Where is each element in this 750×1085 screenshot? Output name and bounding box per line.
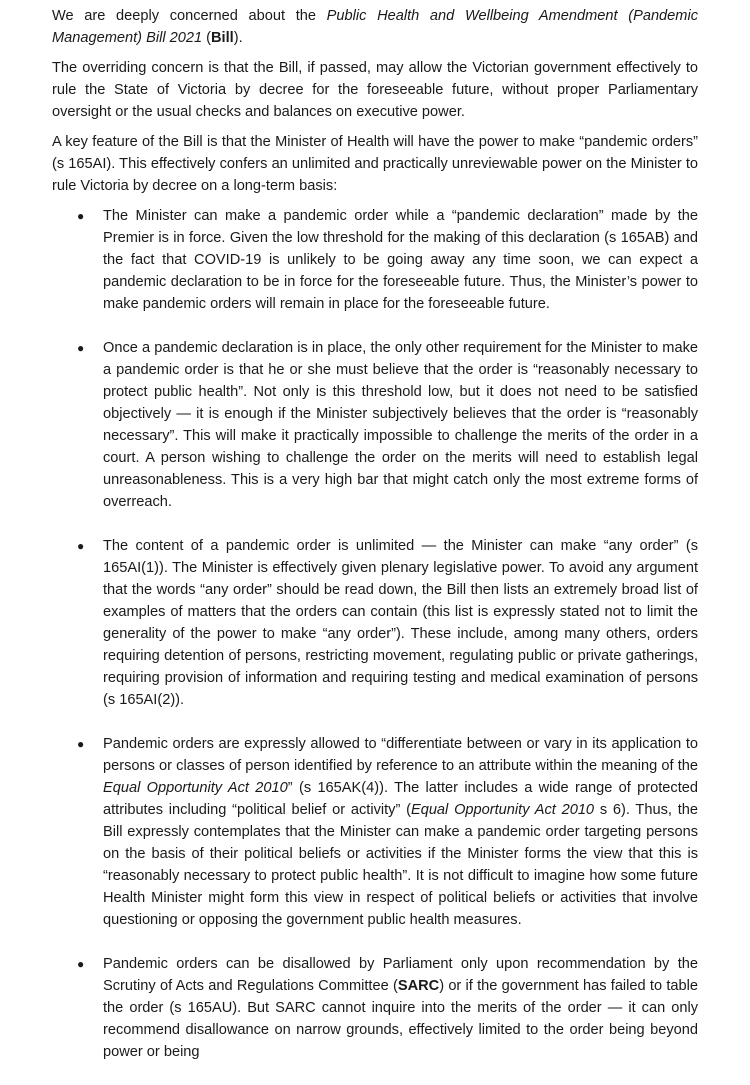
bullet-icon: ●	[77, 539, 85, 553]
list-item: ● Once a pandemic declaration is in place, the only other requirement for the Minister to make a pandemic order is that he or she must believe that the order is “reasonably necessary to protect public health”. Not only is this threshold low, but it does not need to be satisfied objectively — it is enough if the Minister subjectively believes that the order is “reasonably necessary”. This will make it practically impossible to challenge the merits of the order in a court. A person wishing to challenge the order on the merits will need to establish legal unreasonableness. This is a very high bar that might catch only the most extreme forms of overreach.	[52, 337, 698, 513]
list-item: ● Pandemic orders can be disallowed by Parliament only upon recommendation by the Scrutiny of Acts and Regulations Committee (SARC) or if the government has failed to table the order (s 165AU). But SARC cannot inquire into the merits of the order — it can only recommend disallowance on narrow grounds, effectively limited to the order being beyond power or being	[52, 953, 698, 1063]
bullet-icon: ●	[77, 957, 85, 971]
intro-paragraph-3: A key feature of the Bill is that the Minister of Health will have the power to make “pandemic orders” (s 165AI). This effectively confers an unlimited and practically unreviewable power on the Minister to rule Victoria by decree on a long-term basis:	[52, 134, 698, 194]
intro-paragraph-1: We are deeply concerned about the Public Health and Wellbeing Amendment (Pandemic Management) Bill 2021 (Bill).	[52, 8, 698, 46]
bullet-icon: ●	[77, 209, 85, 223]
intro-paragraph-2: The overriding concern is that the Bill, if passed, may allow the Victorian government effectively to rule the State of Victoria by decree for the foreseeable future, without proper Parliamentary oversight or the usual checks and balances on executive power.	[52, 60, 698, 120]
bill-title: Public Health and Wellbeing Amendment (Pandemic Management) Bill 2021	[52, 8, 698, 46]
document-page	[52, 5, 698, 1085]
bill-abbrev: Bill	[211, 30, 234, 46]
list-item: ● The Minister can make a pandemic order while a “pandemic declaration” made by the Premier is in force. Given the low threshold for the making of this declaration (s 165AB) and the fact that COVID-19 is unlikely to be going away any time soon, we can expect a pandemic declaration to be in force for the foreseeable future. Thus, the Minister’s power to make pandemic orders will remain in place for the foreseeable future.	[52, 205, 698, 315]
concerns-list	[52, 205, 698, 1063]
list-item: ● The content of a pandemic order is unlimited — the Minister can make “any order” (s 165AI(1)). The Minister is effectively given plenary legislative power. To avoid any argument that the words “any order” should be read down, the Bill then lists an extremely broad list of examples of matters that the orders can contain (this list is expressly stated not to limit the generality of the power to make “any order”). These include, among many others, orders requiring detention of persons, restricting movement, regulating public or private gatherings, requiring provision of information and requiring testing and medical examination of persons (s 165AI(2)).	[52, 535, 698, 711]
list-item: ● Pandemic orders are expressly allowed to “differentiate between or vary in its application to persons or classes of person identified by reference to an attribute within the meaning of the Equal Opportunity Act 2010” (s 165AK(4)). The latter includes a wide range of protected attributes including “political belief or activity” (Equal Opportunity Act 2010 s 6). Thus, the Bill expressly contemplates that the Minister can make a pandemic order targeting persons on the basis of their political beliefs or activities if the Minister forms the view that this is “reasonably necessary to protect public health”. It is not difficult to imagine how some future Health Minister might form this view in respect of political beliefs or activities that involve questioning or opposing the government public health measures.	[52, 733, 698, 931]
act-title: Equal Opportunity Act 2010	[410, 802, 595, 818]
bullet-icon: ●	[77, 341, 85, 355]
bullet-icon: ●	[77, 737, 85, 751]
act-title: Equal Opportunity Act 2010	[103, 780, 288, 796]
sarc-abbrev: SARC	[397, 978, 440, 994]
